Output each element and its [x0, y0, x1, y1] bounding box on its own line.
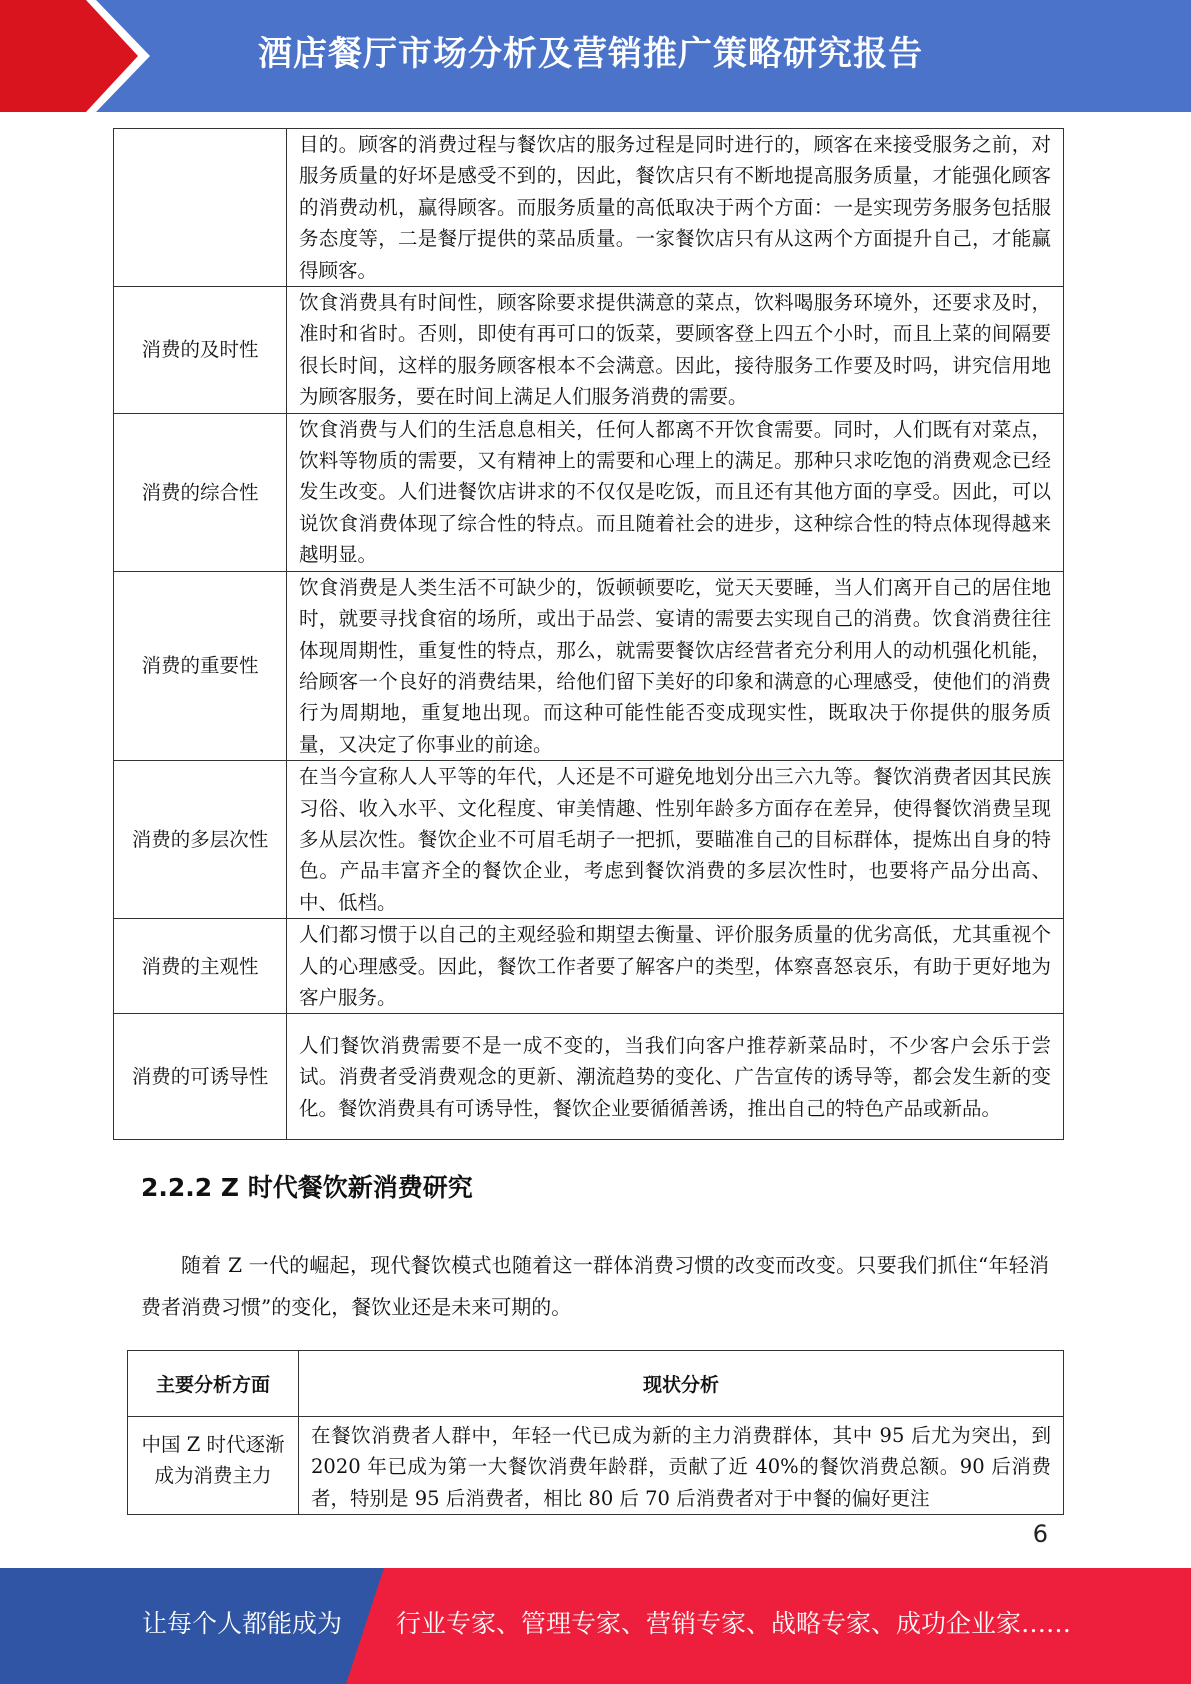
- page-header: [0, 0, 1191, 112]
- description-cell: 人们餐饮消费需要不是一成不变的，当我们向客户推荐新菜品时，不少客户会乐于尝试。消费者受消费观念的更新、潮流趋势的变化、广告宣传的诱导等，都会发生新的变化。餐饮消费具有可诱导性，餐饮企业要循循善诱，推出自己的特色产品或新品。: [287, 1014, 1064, 1140]
- description-cell: 目的。顾客的消费过程与餐饮店的服务过程是同时进行的，顾客在来接受服务之前，对服务质量的好坏是感受不到的，因此，餐饮店只有不断地提高服务质量，才能强化顾客的消费动机，赢得顾客。而服务质量的高低取决于两个方面：一是实现劳务服务包括服务态度等，二是餐厅提供的菜品质量。一家餐饮店只有从这两个方面提升自己，才能赢得顾客。: [287, 129, 1064, 287]
- aspect-cell: 消费的可诱导性: [114, 1014, 287, 1140]
- page-number: 6: [1032, 1520, 1048, 1548]
- aspect-cell: 消费的综合性: [114, 413, 287, 571]
- description-cell: 饮食消费与人们的生活息息相关，任何人都离不开饮食需要。同时，人们既有对菜点，饮料等物质的需要，又有精神上的需要和心理上的满足。那种只求吃饱的消费观念已经发生改变。人们进餐饮店讲求的不仅仅是吃饭，而且还有其他方面的享受。因此，可以说饮食消费体现了综合性的特点。而且随着社会的进步，这种综合性的特点体现得越来越明显。: [287, 413, 1064, 571]
- table-row: [114, 287, 1064, 414]
- table-header-row: [128, 1351, 1064, 1417]
- aspect-cell: 消费的主观性: [114, 919, 287, 1014]
- chevron-red-icon: [0, 0, 138, 112]
- description-cell: 在餐饮消费者人群中，年轻一代已成为新的主力消费群体，其中 95 后尤为突出，到 2020 年已成为第一大餐饮消费年龄群，贡献了近 40%的餐饮消费总额。90 后消费者，特别是 95 后消费者，相比 80 后 70 后消费者对于中餐的偏好更注: [299, 1417, 1064, 1515]
- column-header-aspect: 主要分析方面: [128, 1351, 299, 1417]
- table-row: [114, 413, 1064, 571]
- aspect-cell: 消费的及时性: [114, 287, 287, 414]
- header-title: 酒店餐厅市场分析及营销推广策略研究报告: [258, 34, 923, 74]
- consumption-characteristics-table: [113, 128, 1064, 1140]
- section-heading: 2.2.2 Z 时代餐饮新消费研究: [141, 1173, 473, 1202]
- aspect-cell: 消费的多层次性: [114, 761, 287, 919]
- description-cell: 饮食消费是人类生活不可缺少的，饭顿顿要吃，觉天天要睡，当人们离开自己的居住地时，就要寻找食宿的场所，或出于品尝、宴请的需要去实现自己的消费。饮食消费往往体现周期性，重复性的特点，那么，就需要餐饮店经营者充分利用人的动机强化机能，给顾客一个良好的消费结果，给他们留下美好的印象和满意的心理感受，使他们的消费行为周期地，重复地出现。而这种可能性能否变成现实性，既取决于你提供的服务质量，又决定了你事业的前途。: [287, 571, 1064, 760]
- table-row: [114, 919, 1064, 1014]
- column-header-analysis: 现状分析: [299, 1351, 1064, 1417]
- description-cell: 人们都习惯于以自己的主观经验和期望去衡量、评价服务质量的优劣高低，尤其重视个人的心理感受。因此，餐饮工作者要了解客户的类型，体察喜怒哀乐，有助于更好地为客户服务。: [287, 919, 1064, 1014]
- table-row: [114, 571, 1064, 760]
- aspect-cell: 消费的重要性: [114, 571, 287, 760]
- aspect-cell: [114, 129, 287, 287]
- footer-slogan-right: 行业专家、管理专家、营销专家、战略专家、成功企业家……: [396, 1609, 1072, 1638]
- table-row: [114, 129, 1064, 287]
- description-cell: 饮食消费具有时间性，顾客除要求提供满意的菜点，饮料喝服务环境外，还要求及时，准时和省时。否则，即使有再可口的饭菜，要顾客登上四五个小时，而且上菜的间隔要很长时间，这样的服务顾客根本不会满意。因此，接待服务工作要及时吗，讲究信用地为顾客服务，要在时间上满足人们服务消费的需要。: [287, 287, 1064, 414]
- gen-z-analysis-table: [127, 1350, 1064, 1515]
- description-cell: 在当今宣称人人平等的年代，人还是不可避免地划分出三六九等。餐饮消费者因其民族习俗、收入水平、文化程度、审美情趣、性别年龄多方面存在差异，使得餐饮消费呈现多从层次性。餐饮企业不可眉毛胡子一把抓，要瞄准自己的目标群体，提炼出自身的特色。产品丰富齐全的餐饮企业，考虑到餐饮消费的多层次性时，也要将产品分出高、中、低档。: [287, 761, 1064, 919]
- table-row: [128, 1417, 1064, 1515]
- intro-paragraph: 随着 Z 一代的崛起，现代餐饮模式也随着这一群体消费习惯的改变而改变。只要我们抓住“年轻消费者消费习惯”的变化，餐饮业还是未来可期的。: [141, 1253, 1049, 1319]
- table-row: [114, 761, 1064, 919]
- page-footer: [0, 1568, 1191, 1684]
- aspect-cell: 中国 Z 时代逐渐成为消费主力: [128, 1417, 299, 1515]
- table-row: [114, 1014, 1064, 1140]
- footer-slogan-left: 让每个人都能成为: [142, 1609, 343, 1638]
